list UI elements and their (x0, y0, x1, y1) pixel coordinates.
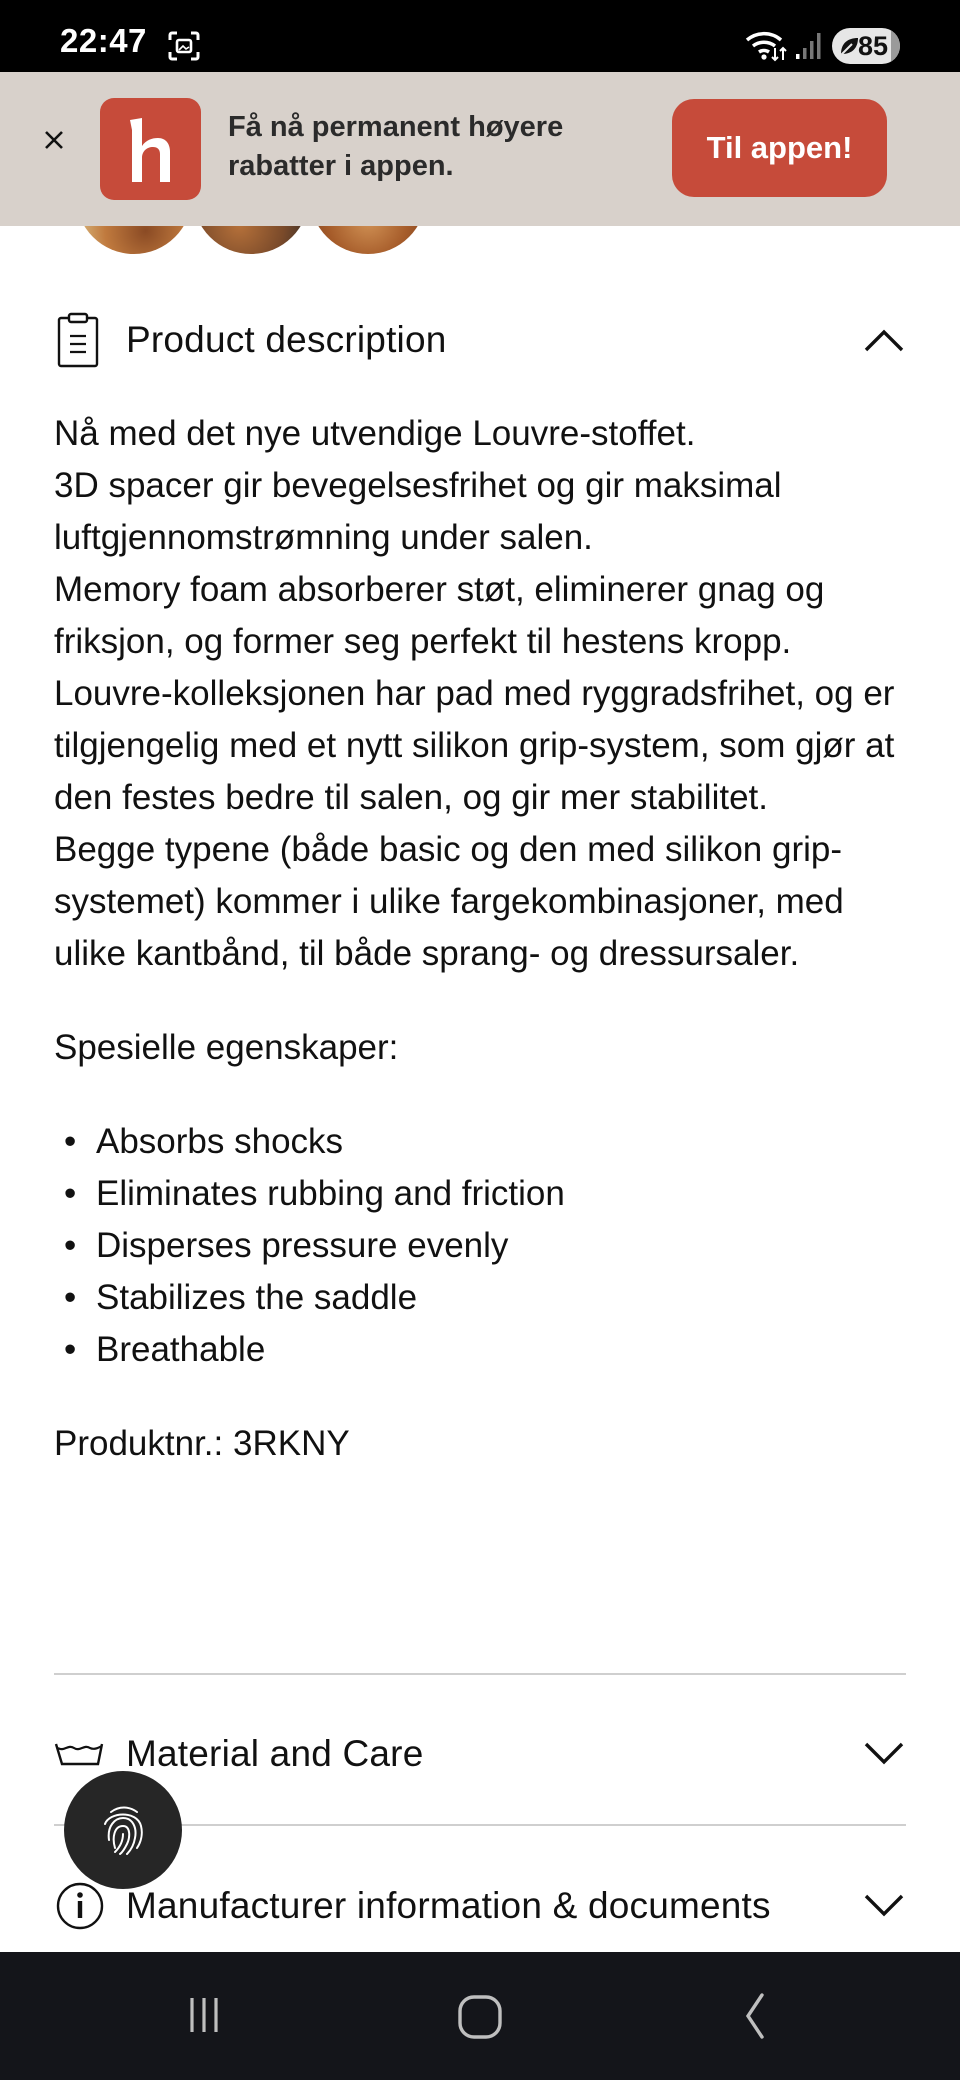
description-paragraph: Begge typene (både basic og den med silikon grip-systemet) kommer i ulike fargekombinasjoner, med ulike kantbånd, til både sprang- og dressursaler. (54, 830, 844, 973)
app-install-banner (0, 72, 960, 226)
thumbnail-image[interactable] (310, 226, 426, 254)
feature-item: • Stabilizes the saddle (54, 1272, 924, 1324)
product-description-body (54, 408, 924, 1470)
back-button[interactable] (680, 1952, 820, 2080)
feature-item: • Disperses pressure evenly (54, 1220, 924, 1272)
accordion-manufacturer-info[interactable] (54, 1876, 906, 1936)
wifi-icon (745, 28, 789, 62)
recent-apps-button[interactable] (142, 1952, 282, 2080)
features-list (54, 1116, 924, 1376)
chevron-down-icon[interactable] (862, 1740, 906, 1768)
thumbnail-image[interactable] (76, 226, 192, 254)
system-navigation-bar (0, 1952, 960, 2080)
description-paragraph: 3D spacer gir bevegelsesfrihet og gir maksimal luftgjennomstrømning under salen. (54, 466, 782, 557)
fingerprint-button[interactable] (64, 1771, 182, 1889)
accordion-title: Manufacturer information & documents (126, 1885, 771, 1926)
info-icon (54, 1878, 104, 1934)
logo-h-icon (128, 116, 174, 184)
status-time: 22:47 (60, 22, 147, 59)
description-paragraph: Nå med det nye utvendige Louvre-stoffet. (54, 414, 696, 453)
feature-item: • Breathable (54, 1324, 924, 1376)
description-paragraph: Memory foam absorberer støt, eliminerer gnag og friksjon, og former seg perfekt til hestens kropp. (54, 570, 825, 661)
features-heading: Spesielle egenskaper: (54, 1028, 399, 1067)
clipboard-icon (54, 312, 104, 368)
product-number: Produktnr.: 3RKNY (54, 1424, 350, 1463)
accordion-title: Material and Care (126, 1733, 424, 1774)
screenshot-icon (168, 31, 200, 61)
app-logo (100, 98, 201, 200)
thumbnail-image[interactable] (193, 226, 309, 254)
close-icon[interactable] (38, 124, 70, 156)
recent-apps-icon (142, 1952, 282, 2080)
feature-item: • Absorbs shocks (54, 1116, 924, 1168)
chevron-down-icon[interactable] (862, 1892, 906, 1920)
feature-item: • Eliminates rubbing and friction (54, 1168, 924, 1220)
battery-indicator (832, 28, 900, 64)
home-button[interactable] (410, 1952, 550, 2080)
accordion-title: Product description (126, 319, 447, 360)
wash-care-icon (54, 1726, 104, 1782)
accordion-product-description[interactable] (54, 310, 906, 370)
divider (54, 1673, 906, 1675)
image-thumbnails (0, 226, 960, 256)
home-icon (410, 1952, 550, 2080)
status-bar (0, 0, 960, 72)
accordion-material-care[interactable] (54, 1724, 906, 1784)
fingerprint-icon (99, 1804, 147, 1856)
description-paragraph: Louvre-kolleksjonen har pad med ryggradsfrihet, og er tilgjengelig med et nytt silikon grip-system, som gjør at den festes bedre til salen, og gir mer stabilitet. (54, 674, 895, 817)
open-app-button[interactable]: Til appen! (672, 99, 887, 197)
chevron-up-icon[interactable] (862, 326, 906, 354)
banner-message: Få nå permanent høyere rabatter i appen. (228, 111, 564, 182)
battery-level: 85 (858, 31, 889, 61)
back-icon (680, 1952, 820, 2080)
battery-saver-leaf-icon (838, 35, 860, 57)
signal-icon (795, 30, 821, 60)
